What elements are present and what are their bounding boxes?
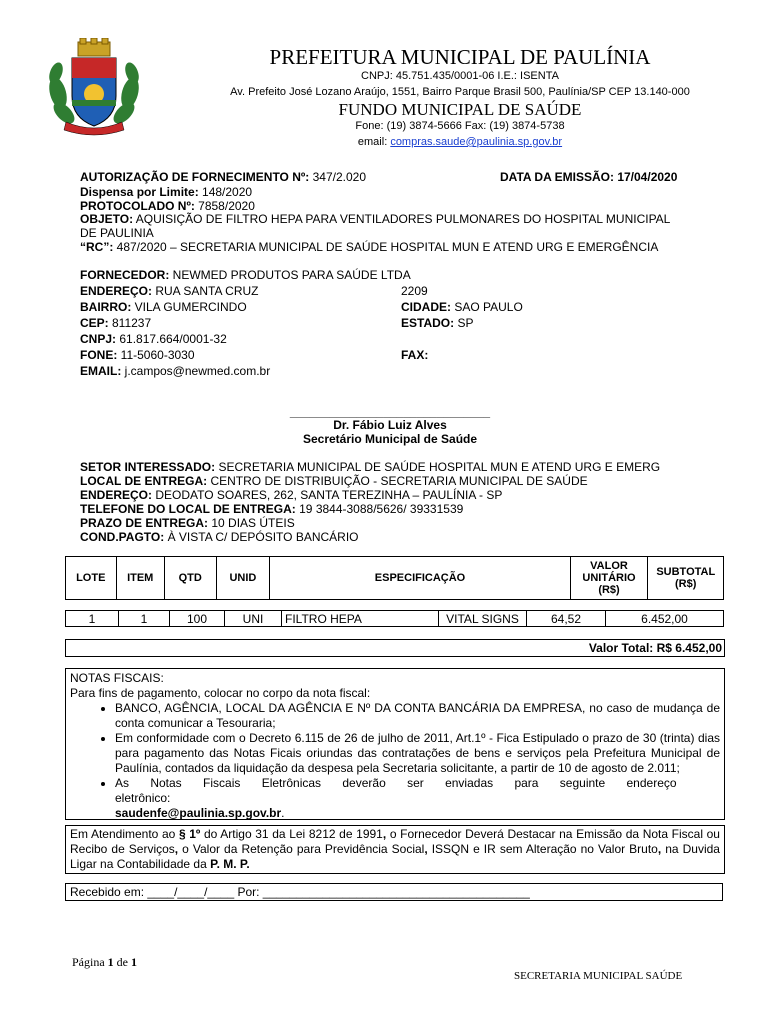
col-qtd: QTD xyxy=(164,557,216,600)
atendimento-text-1: Em Atendimento ao xyxy=(70,827,179,841)
cep-value: 811237 xyxy=(108,316,152,330)
municipal-crest xyxy=(44,38,144,138)
atendimento-text-2: do Artigo 31 da Lei 8212 de 1991 xyxy=(200,827,383,841)
atendimento-bold-2: , xyxy=(382,827,387,841)
page-total: 1 xyxy=(131,955,137,969)
dispensa-label: Dispensa por Limite: xyxy=(80,185,199,199)
cnpj xyxy=(80,331,227,347)
data-emissao: DATA DA EMISSÃO: 17/04/2020 xyxy=(500,170,678,184)
telefone-value: 19 3844-3088/5626/ 39331539 xyxy=(295,502,464,516)
endereco-entrega-label: ENDEREÇO: xyxy=(80,488,153,502)
setor-value: SECRETARIA MUNICIPAL DE SAÚDE HOSPITAL MUN E ATEND URG E EMERG xyxy=(215,460,661,474)
col-valor-unitario: VALOR UNITÁRIO (R$) xyxy=(570,557,648,600)
cell-especificacao: FILTRO HEPA xyxy=(282,611,439,627)
signature-line: ______________________________ xyxy=(289,405,491,419)
page-number xyxy=(72,955,137,970)
objeto-label: OBJETO: xyxy=(80,212,134,226)
page-of: de xyxy=(113,955,131,969)
cidade-value: SAO PAULO xyxy=(451,300,523,314)
dispensa-value: 148/2020 xyxy=(198,185,253,199)
cnpj-line: CNPJ: 45.751.435/0001-06 I.E.: ISENTA xyxy=(361,70,559,82)
email-link[interactable]: compras.saude@paulinia.sp.gov.br xyxy=(390,136,563,148)
page-label: Página xyxy=(72,955,108,969)
cep xyxy=(80,315,151,331)
prazo-value: 10 DIAS ÚTEIS xyxy=(208,516,295,530)
cep-label: CEP: xyxy=(80,316,109,330)
fone-label: FONE: xyxy=(80,348,118,362)
cell-unid: UNI xyxy=(225,611,282,627)
notas-list xyxy=(70,701,720,821)
endereco-value: RUA SANTA CRUZ xyxy=(152,284,259,298)
bairro xyxy=(80,299,247,315)
rc xyxy=(80,239,658,255)
endereco-label: ENDEREÇO: xyxy=(80,284,153,298)
prazo-label: PRAZO DE ENTREGA: xyxy=(80,516,209,530)
cidade xyxy=(401,299,523,315)
items-table-body xyxy=(65,610,724,627)
notas-bullet-1: • BANCO, AGÊNCIA, LOCAL DA AGÊNCIA E Nº DA CONTA BANCÁRIA DA EMPRESA, no caso de mudança de conta comunicar a Tesouraria; xyxy=(115,701,720,731)
cell-qtd: 100 xyxy=(170,611,225,627)
local-label: LOCAL DE ENTREGA: xyxy=(80,474,208,488)
estado-label: ESTADO: xyxy=(401,316,455,330)
fone-value: 11-5060-3030 xyxy=(117,348,195,362)
atendimento-text-5: ISSQN e IR sem Alteração no Valor Bruto xyxy=(427,842,658,856)
page-current: 1 xyxy=(107,955,114,969)
notas-bullet-3 xyxy=(115,776,720,821)
notas-bullet-2: • Em conformidade com o Decreto 6.115 de 26 de julho de 2011, Art.1º - Fica Estipulado o prazo de 30 (trinta) dias para pagamento das Notas Ficais oriundas das contratações de bens e serviços pela Prefeitura Municipal de Paulínia, contados da liquidação da despesa pela Secretaria solicitante, a partir de 10 de agosto de 2.011; xyxy=(115,731,720,776)
bairro-label: BAIRRO: xyxy=(80,300,132,314)
cell-lote: 1 xyxy=(66,611,119,627)
notas-bullet-3-text: As Notas Fiscais Eletrônicas deverão ser enviadas para seguinte endereço eletrônico: xyxy=(115,776,677,805)
cidade-label: CIDADE: xyxy=(401,300,451,314)
cell-valor-unitario: 64,52 xyxy=(527,611,606,627)
cell-item: 1 xyxy=(119,611,170,627)
atendimento-bold-3: , xyxy=(174,842,179,856)
rc-value: 487/2020 – SECRETARIA MUNICIPAL DE SAÚDE HOSPITAL MUN E ATEND URG E EMERGÊNCIA xyxy=(113,240,659,254)
col-subtotal: SUBTOTAL (R$) xyxy=(648,557,724,600)
items-table-header xyxy=(65,556,724,600)
estado-value: SP xyxy=(454,316,474,330)
cond-value: À VISTA C/ DEPÓSITO BANCÁRIO xyxy=(164,530,359,544)
notas-bullet-3-email[interactable]: saudenfe@paulinia.sp.gov.br xyxy=(115,806,282,820)
recebido-box: Recebido em: ____/____/____ Por: ________________________________________ xyxy=(65,883,723,901)
telefone-label: TELEFONE DO LOCAL DE ENTREGA: xyxy=(80,502,296,516)
cell-subtotal: 6.452,00 xyxy=(606,611,724,627)
rc-label: “RC”: xyxy=(80,240,114,254)
address-line: Av. Prefeito José Lozano Araújo, 1551, Bairro Parque Brasil 500, Paulínia/SP CEP 13.140-000 xyxy=(230,86,690,98)
col-especificacao: ESPECIFICAÇÃO xyxy=(270,557,570,600)
atendimento-text-3: o Fornecedor Deverá Destacar na Emissão da Nota Fiscal ou Recibo de Serviços xyxy=(70,827,720,856)
cnpj-value: 61.817.664/0001-32 xyxy=(116,332,227,346)
protocolado-value: 7858/2020 xyxy=(194,199,255,213)
signature-name: Dr. Fábio Luiz Alves xyxy=(333,418,447,432)
notas-intro: Para fins de pagamento, colocar no corpo da nota fiscal: xyxy=(70,686,371,700)
notas-title: NOTAS FISCAIS: xyxy=(70,671,164,685)
notas-bullet-3-end: . xyxy=(281,806,285,820)
fornecedor xyxy=(80,267,411,283)
atendimento-bold-5: , xyxy=(657,842,662,856)
bairro-value: VILA GUMERCINDO xyxy=(131,300,247,314)
fornecedor-value: NEWMED PRODUTOS PARA SAÚDE LTDA xyxy=(169,268,411,282)
atendimento-bold-6: P. M. P. xyxy=(210,857,250,871)
col-unid: UNID xyxy=(216,557,270,600)
objeto-line-2: DE PAULINIA xyxy=(80,226,154,240)
atendimento-text-6: na Duvida Ligar na Contabilidade da xyxy=(70,842,720,871)
autorizacao-value: 347/2.020 xyxy=(309,170,366,184)
protocolado-label: PROTOCOLADO Nº: xyxy=(80,199,195,213)
cond-pagto xyxy=(80,529,359,545)
valor-total: Valor Total: R$ 6.452,00 xyxy=(65,639,725,657)
fone xyxy=(80,347,195,363)
phone-line: Fone: (19) 3874-5666 Fax: (19) 3874-5738 xyxy=(355,120,565,132)
fornecedor-label: FORNECEDOR: xyxy=(80,268,170,282)
estado xyxy=(401,315,473,331)
footer-department: SECRETARIA MUNICIPAL SAÚDE xyxy=(514,970,683,982)
autorizacao xyxy=(80,169,366,185)
table-row xyxy=(66,611,724,627)
email-line xyxy=(150,136,770,148)
objeto-value: AQUISIÇÃO DE FILTRO HEPA PARA VENTILADORES PULMONARES DO HOSPITAL MUNICIPAL xyxy=(133,212,671,226)
atendimento-bold-4: , xyxy=(424,842,428,856)
supplier-email-value: j.campos@newmed.com.br xyxy=(121,364,271,378)
notas-fiscais-box xyxy=(65,668,725,820)
email-label: email: xyxy=(357,136,391,148)
signature-role: Secretário Municipal de Saúde xyxy=(302,432,478,446)
subtitle: FUNDO MUNICIPAL DE SAÚDE xyxy=(338,100,582,119)
endereco-entrega-value: DEODATO SOARES, 262, SANTA TEREZINHA – PAULÍNIA - SP xyxy=(152,488,503,502)
atendimento-text-4: o Valor da Retenção para Previdência Social xyxy=(178,842,425,856)
col-item: ITEM xyxy=(116,557,164,600)
supplier-email-label: EMAIL: xyxy=(80,364,122,378)
cnpj-label: CNPJ: xyxy=(80,332,117,346)
atendimento-bold-1: § 1º xyxy=(178,827,201,841)
autorizacao-label: AUTORIZAÇÃO DE FORNECIMENTO Nº: xyxy=(80,170,310,184)
page-title: PREFEITURA MUNICIPAL DE PAULÍNIA xyxy=(269,45,651,69)
local-value: CENTRO DE DISTRIBUIÇÃO - SECRETARIA MUNICIPAL DE SAÚDE xyxy=(207,474,588,488)
objeto xyxy=(80,211,670,227)
endereco-numero: 2209 xyxy=(401,284,428,298)
cond-label: COND.PAGTO: xyxy=(80,530,165,544)
col-lote: LOTE xyxy=(66,557,117,600)
setor-label: SETOR INTERESSADO: xyxy=(80,460,216,474)
endereco xyxy=(80,283,258,299)
cell-marca: VITAL SIGNS xyxy=(439,611,527,627)
atendimento-box xyxy=(65,825,725,874)
fax-label: FAX: xyxy=(401,348,429,362)
supplier-email xyxy=(80,363,270,379)
